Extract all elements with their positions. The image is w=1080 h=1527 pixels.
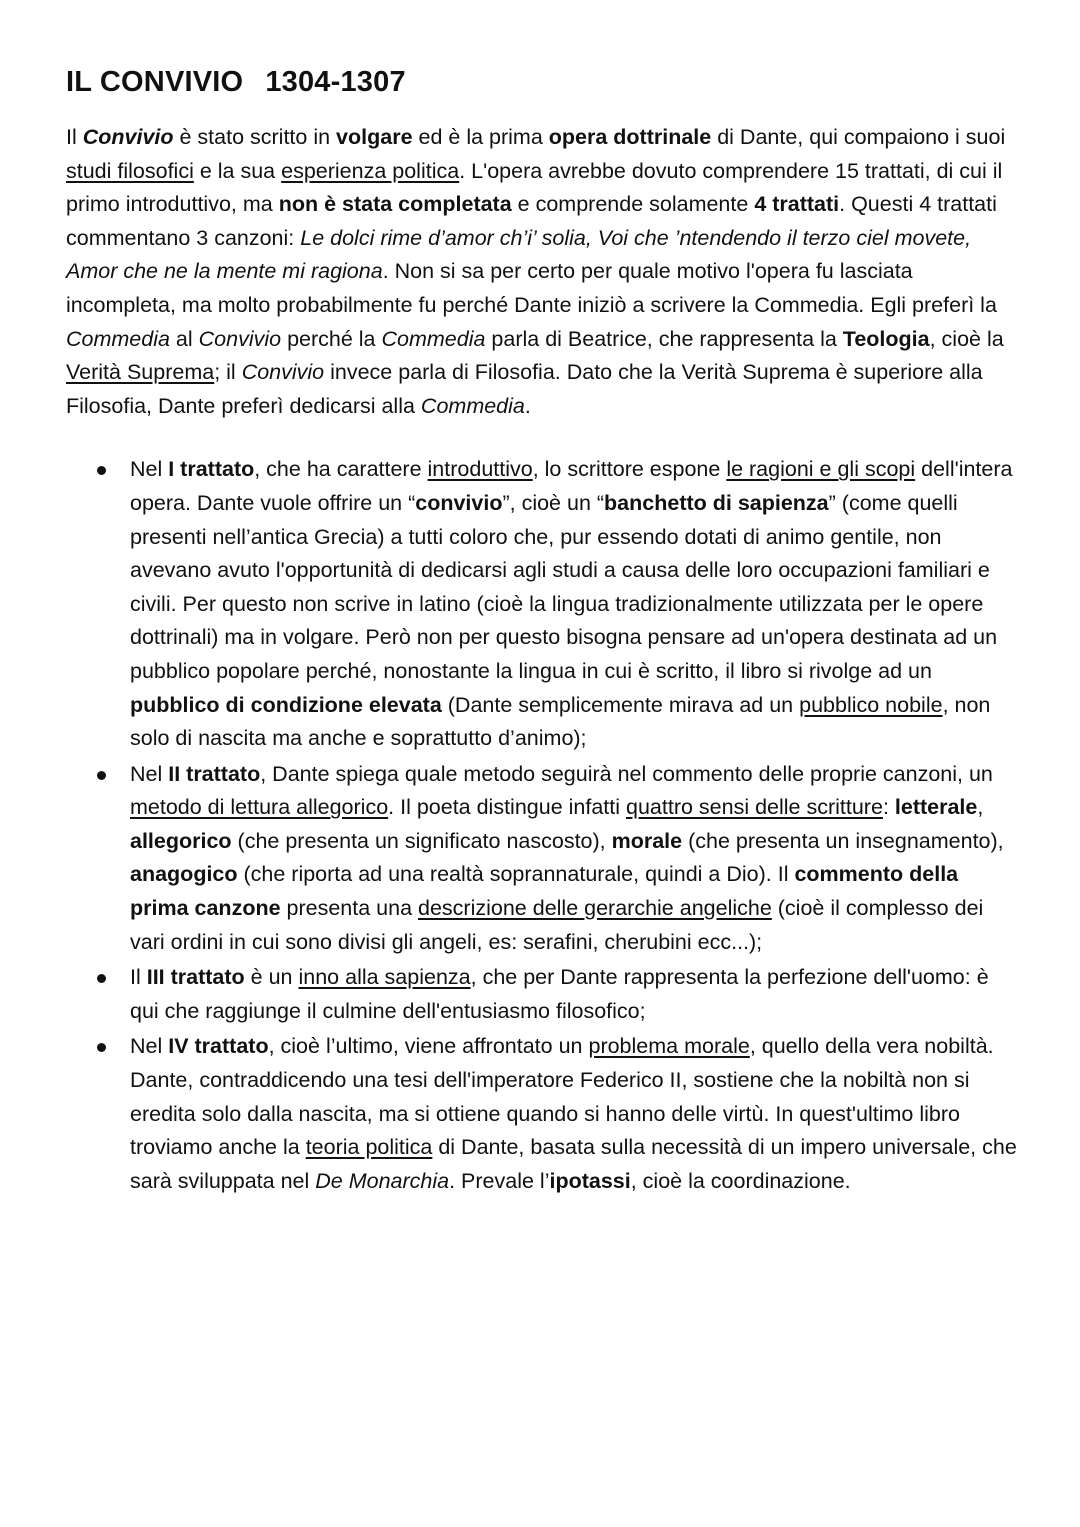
italic-title: Le dolci rime d’amor ch’i’ solia, Voi che ’ntendendo il terzo ciel movete, Amor che ne la mente mi ragiona (66, 225, 972, 284)
bullet-icon (97, 974, 106, 983)
text-run: Nel (130, 1034, 169, 1059)
text-run: di Dante, basata sulla necessità di un impero universale, che sarà sviluppata nel (130, 1135, 1017, 1193)
underlined-term: metodo di lettura allegorico (130, 795, 389, 820)
trattati-list (66, 453, 1020, 1198)
text-run: , cioè la (929, 326, 1004, 351)
bold-term: convivio (415, 490, 503, 515)
text-run: ”, cioè un “ (502, 490, 605, 515)
text-run: (che riporta ad una realtà soprannaturale, quindi a Dio). Il (237, 862, 795, 887)
bold-term: II trattato (168, 761, 261, 786)
underlined-term: descrizione delle gerarchie angeliche (418, 896, 772, 921)
title-years: 1304-1307 (265, 66, 406, 98)
text-run: è stato scritto in (173, 125, 337, 149)
page-title (66, 66, 1020, 99)
text-run: . Questi 4 trattati commentano 3 canzoni: (66, 192, 997, 250)
text-run: dell'intera opera. Dante vuole offrire un “ (130, 457, 1013, 515)
text-run: , non solo di nascita ma anche e soprattutto d’animo); (130, 692, 991, 751)
text-run: (che presenta un significato nascosto), (231, 828, 612, 853)
text-run: Il (66, 125, 83, 149)
text-run: : (882, 795, 895, 820)
bold-term: ipotassi (549, 1168, 631, 1193)
bold-term: commento della prima canzone (130, 862, 959, 921)
underlined-term: studi filosofici (66, 158, 194, 183)
text-run: e la sua (193, 158, 282, 183)
text-run: . Prevale l’ (449, 1168, 550, 1193)
intro-paragraph (66, 121, 1020, 423)
bold-term: III trattato (146, 965, 245, 990)
emphasis: Convivio (82, 125, 174, 149)
text-run: ” (come quelli presenti nell’antica Grecia) a tutti coloro che, pur essendo dotati di animo gentile, non avevano avuto l'opportunità di dedicarsi agli studi a causa delle loro occupazioni familiari e civili. Per questo non scrive in latino (cioè la lingua tradizionalmente utilizzata per le opere dottrinali) ma in volgare. Però non per questo bisogna pensare ad un'opera destinata ad un pubblico popolare perché, nonostante la lingua in cui è scritto, il libro si rivolge ad un (130, 490, 998, 683)
bold-term: IV trattato (168, 1034, 269, 1059)
underlined-term: problema morale (588, 1034, 750, 1059)
text-run: presenta una (280, 896, 419, 921)
italic-title: Convivio (241, 360, 325, 385)
bold-term: Teologia (842, 326, 930, 351)
text-run: di Dante, qui compaiono i suoi (711, 125, 1006, 149)
underlined-term: pubblico nobile (799, 692, 943, 717)
text-run: ed è la prima (412, 125, 549, 149)
bullet-icon (97, 771, 106, 780)
text-run: . L'opera avrebbe dovuto comprendere 15 trattati, di cui il primo introduttivo, ma (66, 158, 1003, 217)
bullet-icon (97, 1043, 106, 1052)
bullet-icon (97, 466, 106, 475)
italic-title: Commedia (420, 393, 525, 418)
underlined-term: esperienza politica (281, 158, 460, 183)
bold-term: I trattato (168, 457, 255, 482)
bold-term: letterale (894, 795, 978, 820)
text-run: (Dante semplicemente mirava ad un (441, 692, 800, 717)
text-run: Nel (130, 457, 169, 482)
text-run: , (977, 795, 984, 820)
bold-term: volgare (336, 125, 413, 149)
text-run: , Dante spiega quale metodo seguirà nel commento delle proprie canzoni, un (260, 761, 993, 786)
bold-term: anagogico (130, 862, 238, 887)
text-run: , cioè l’ultimo, viene affrontato un (268, 1034, 589, 1059)
italic-title: De Monarchia (315, 1168, 450, 1193)
text-run: , che ha carattere (254, 457, 428, 482)
text-run: . Il poeta distingue infatti (388, 795, 626, 820)
list-item-trattato-2 (130, 758, 1020, 960)
bold-term: allegorico (130, 828, 232, 853)
italic-title: Commedia (66, 326, 170, 351)
text-run: , quello della vera nobiltà. Dante, contraddicendo una tesi dell'imperatore Federico II, sostiene che la nobiltà non si eredita solo dalla nascita, ma si ottiene quando si hanno delle virtù. In quest'ultimo libro troviamo anche la (130, 1034, 994, 1160)
italic-title: Commedia (381, 326, 486, 351)
text-run: , cioè la coordinazione. (630, 1168, 851, 1193)
underlined-term: Verità Suprema (66, 360, 215, 385)
list-item-trattato-1 (130, 453, 1020, 755)
bold-term: morale (611, 828, 683, 853)
text-run: (cioè il complesso dei vari ordini in cui sono divisi gli angeli, es: serafini, cherubini ecc...); (130, 896, 984, 954)
text-run: parla di Beatrice, che rappresenta la (485, 326, 843, 351)
bold-term: banchetto di sapienza (604, 490, 829, 515)
text-run: ; il (214, 360, 242, 385)
title-text: IL CONVIVIO (66, 66, 244, 98)
text-run: perché la (281, 326, 382, 351)
text-run: invece parla di Filosofia. Dato che la Verità Suprema è superiore alla Filosofia, Dante preferì dedicarsi alla (66, 360, 983, 418)
text-run: (che presenta un insegnamento), (682, 828, 1004, 853)
text-run: , lo scrittore espone (532, 457, 727, 482)
underlined-term: le ragioni e gli scopi (726, 457, 916, 482)
text-run: . (524, 393, 531, 418)
underlined-term: introduttivo (427, 457, 533, 482)
text-run: , che per Dante rappresenta la perfezione dell'uomo: è qui che raggiunge il culmine dell'entusiasmo filosofico; (130, 965, 989, 1023)
list-item-trattato-4 (130, 1030, 1020, 1198)
list-item-trattato-3 (130, 961, 1020, 1028)
italic-title: Convivio (198, 326, 282, 351)
bold-term: pubblico di condizione elevata (130, 692, 442, 717)
underlined-term: quattro sensi delle scritture (626, 795, 883, 820)
text-run: . Non si sa per certo per quale motivo l'opera fu lasciata incompleta, ma molto probabilmente fu perché Dante iniziò a scrivere la Commedia. Egli preferì la (66, 259, 997, 317)
bold-term: opera dottrinale (548, 125, 712, 149)
text-run: Nel (130, 761, 169, 786)
bold-term: 4 trattati (754, 192, 840, 217)
text-run: e comprende solamente (511, 192, 755, 217)
text-run: Il (130, 965, 147, 990)
text-run: al (169, 326, 199, 351)
text-run: è un (244, 965, 299, 990)
underlined-term: inno alla sapienza (298, 965, 471, 990)
bold-term: non è stata completata (278, 192, 512, 217)
underlined-term: teoria politica (305, 1135, 433, 1160)
